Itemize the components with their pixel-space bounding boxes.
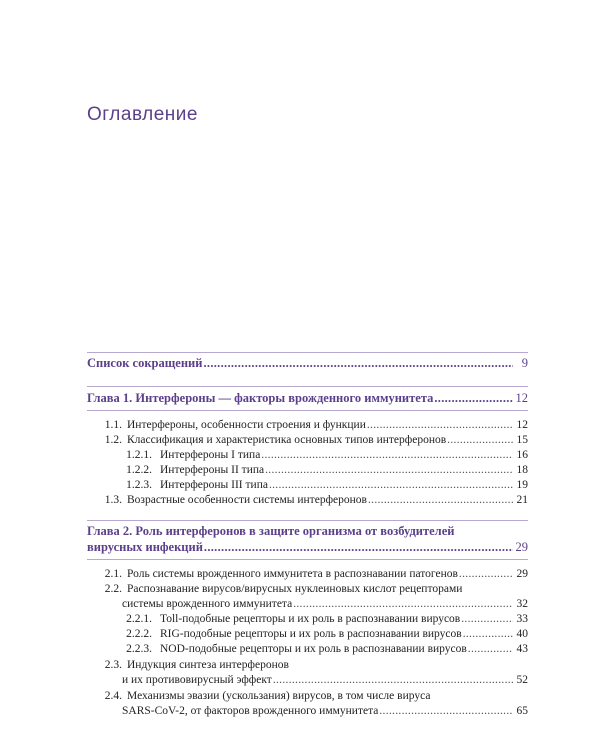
- entry-page: 29: [515, 540, 528, 554]
- leader-dots: [203, 356, 513, 370]
- entry-label: SARS-CoV-2, от факторов врожденного иммунитета: [122, 705, 379, 717]
- entry-number: 1.2.1.: [126, 449, 152, 461]
- entry-label: NOD-подобные рецепторы и их роль в распознавании вирусов: [160, 643, 467, 655]
- entry-number: 1.3.: [104, 494, 122, 506]
- entry-label: Toll-подобные рецепторы и их роль в распознавании вирусов: [160, 613, 461, 625]
- entry-number: 2.2.1.: [126, 613, 152, 625]
- entry-page: 19: [516, 479, 528, 491]
- leader-dots: [273, 673, 513, 687]
- entry-label: Интерфероны I типа: [160, 449, 261, 461]
- toc-entry[interactable]: [0, 433, 600, 447]
- leader-dots: [434, 391, 513, 405]
- leader-dots: [447, 433, 513, 447]
- entry-page: 21: [516, 494, 528, 506]
- leader-dots: [368, 493, 513, 507]
- toc-entry[interactable]: [0, 418, 600, 432]
- entry-number: 2.1.: [104, 568, 122, 580]
- entry-page: 33: [516, 613, 528, 625]
- entry-label: Интерфероны III типа: [160, 479, 268, 491]
- toc-entry-line-1[interactable]: [0, 658, 600, 672]
- leader-dots: [468, 642, 513, 656]
- entry-number: 1.2.2.: [126, 464, 152, 476]
- toc-entry[interactable]: [0, 597, 600, 611]
- entry-label: Глава 1. Интерфероны — факторы врожденного иммунитета: [87, 391, 434, 405]
- entry-page: 29: [516, 568, 528, 580]
- entry-label: вирусных инфекций: [87, 540, 203, 554]
- entry-number: 2.2.3.: [126, 643, 152, 655]
- leader-dots: [459, 567, 513, 581]
- leader-dots: [379, 704, 513, 718]
- entry-page: 43: [516, 643, 528, 655]
- entry-label: Механизмы эвазии (ускользания) вирусов, в том числе вируса: [127, 690, 431, 702]
- entry-label: RIG-подобные рецепторы и их роль в распознавании вирусов: [160, 628, 462, 640]
- entry-page: 16: [516, 449, 528, 461]
- section-divider: [87, 352, 528, 353]
- toc-entry-line-1[interactable]: [0, 689, 600, 703]
- entry-label: Список сокращений: [87, 356, 203, 370]
- leader-dots: [265, 463, 513, 477]
- leader-dots: [461, 612, 513, 626]
- entry-page: 12: [516, 419, 528, 431]
- section-divider: [87, 559, 528, 560]
- section-divider: [87, 520, 528, 521]
- entry-page: 65: [516, 705, 528, 717]
- entry-page: 52: [516, 674, 528, 686]
- section-divider: [87, 410, 528, 411]
- entry-number: 2.2.2.: [126, 628, 152, 640]
- toc-entry[interactable]: [0, 612, 600, 626]
- entry-label: Роль системы врожденного иммунитета в распознавании патогенов: [127, 568, 458, 580]
- toc-entry[interactable]: [0, 448, 600, 462]
- leader-dots: [269, 478, 513, 492]
- toc-entry[interactable]: [0, 642, 600, 656]
- entry-label: Индукция синтеза интерферонов: [127, 659, 289, 671]
- entry-number: 2.2.: [104, 583, 122, 595]
- entry-label: Распознавание вирусов/вирусных нуклеиновых кислот рецепторами: [127, 583, 463, 595]
- page-title: Оглавление: [87, 104, 198, 125]
- section-divider: [87, 386, 528, 387]
- leader-dots: [293, 597, 513, 611]
- toc-entry[interactable]: [0, 493, 600, 507]
- entry-number: 1.2.: [104, 434, 122, 446]
- entry-number: 2.4.: [104, 690, 122, 702]
- leader-dots: [463, 627, 513, 641]
- toc-entry[interactable]: [0, 673, 600, 687]
- entry-label: Интерфероны II типа: [160, 464, 265, 476]
- toc-entry[interactable]: [0, 567, 600, 581]
- leader-dots: [367, 418, 513, 432]
- entry-number: 2.3.: [104, 659, 122, 671]
- entry-number: 1.2.3.: [126, 479, 152, 491]
- toc-entry[interactable]: [0, 704, 600, 718]
- toc-entry-chapter-2[interactable]: [0, 540, 600, 554]
- entry-page: 15: [516, 434, 528, 446]
- chapter-2-title-line-1[interactable]: Глава 2. Роль интерферонов в защите организма от возбудителей: [87, 524, 455, 538]
- toc-entry-abbreviations[interactable]: [0, 356, 600, 370]
- entry-page: 32: [516, 598, 528, 610]
- leader-dots: [261, 448, 513, 462]
- entry-label: Интерфероны, особенности строения и функции: [127, 419, 366, 431]
- entry-page: 18: [516, 464, 528, 476]
- toc-entry-chapter-1[interactable]: [0, 391, 600, 405]
- entry-number: 1.1.: [104, 419, 122, 431]
- entry-label: Возрастные особенности системы интерферонов: [127, 494, 367, 506]
- entry-page: 12: [515, 391, 528, 405]
- entry-label: и их противовирусный эффект: [122, 674, 272, 686]
- entry-page: 40: [516, 628, 528, 640]
- leader-dots: [204, 540, 513, 554]
- toc-entry-line-1[interactable]: [0, 582, 600, 596]
- entry-label: системы врожденного иммунитета: [122, 598, 293, 610]
- entry-label: Классификация и характеристика основных типов интерферонов: [127, 434, 447, 446]
- entry-page: 9: [521, 356, 528, 370]
- toc-entry[interactable]: [0, 478, 600, 492]
- toc-entry[interactable]: [0, 627, 600, 641]
- toc-entry[interactable]: [0, 463, 600, 477]
